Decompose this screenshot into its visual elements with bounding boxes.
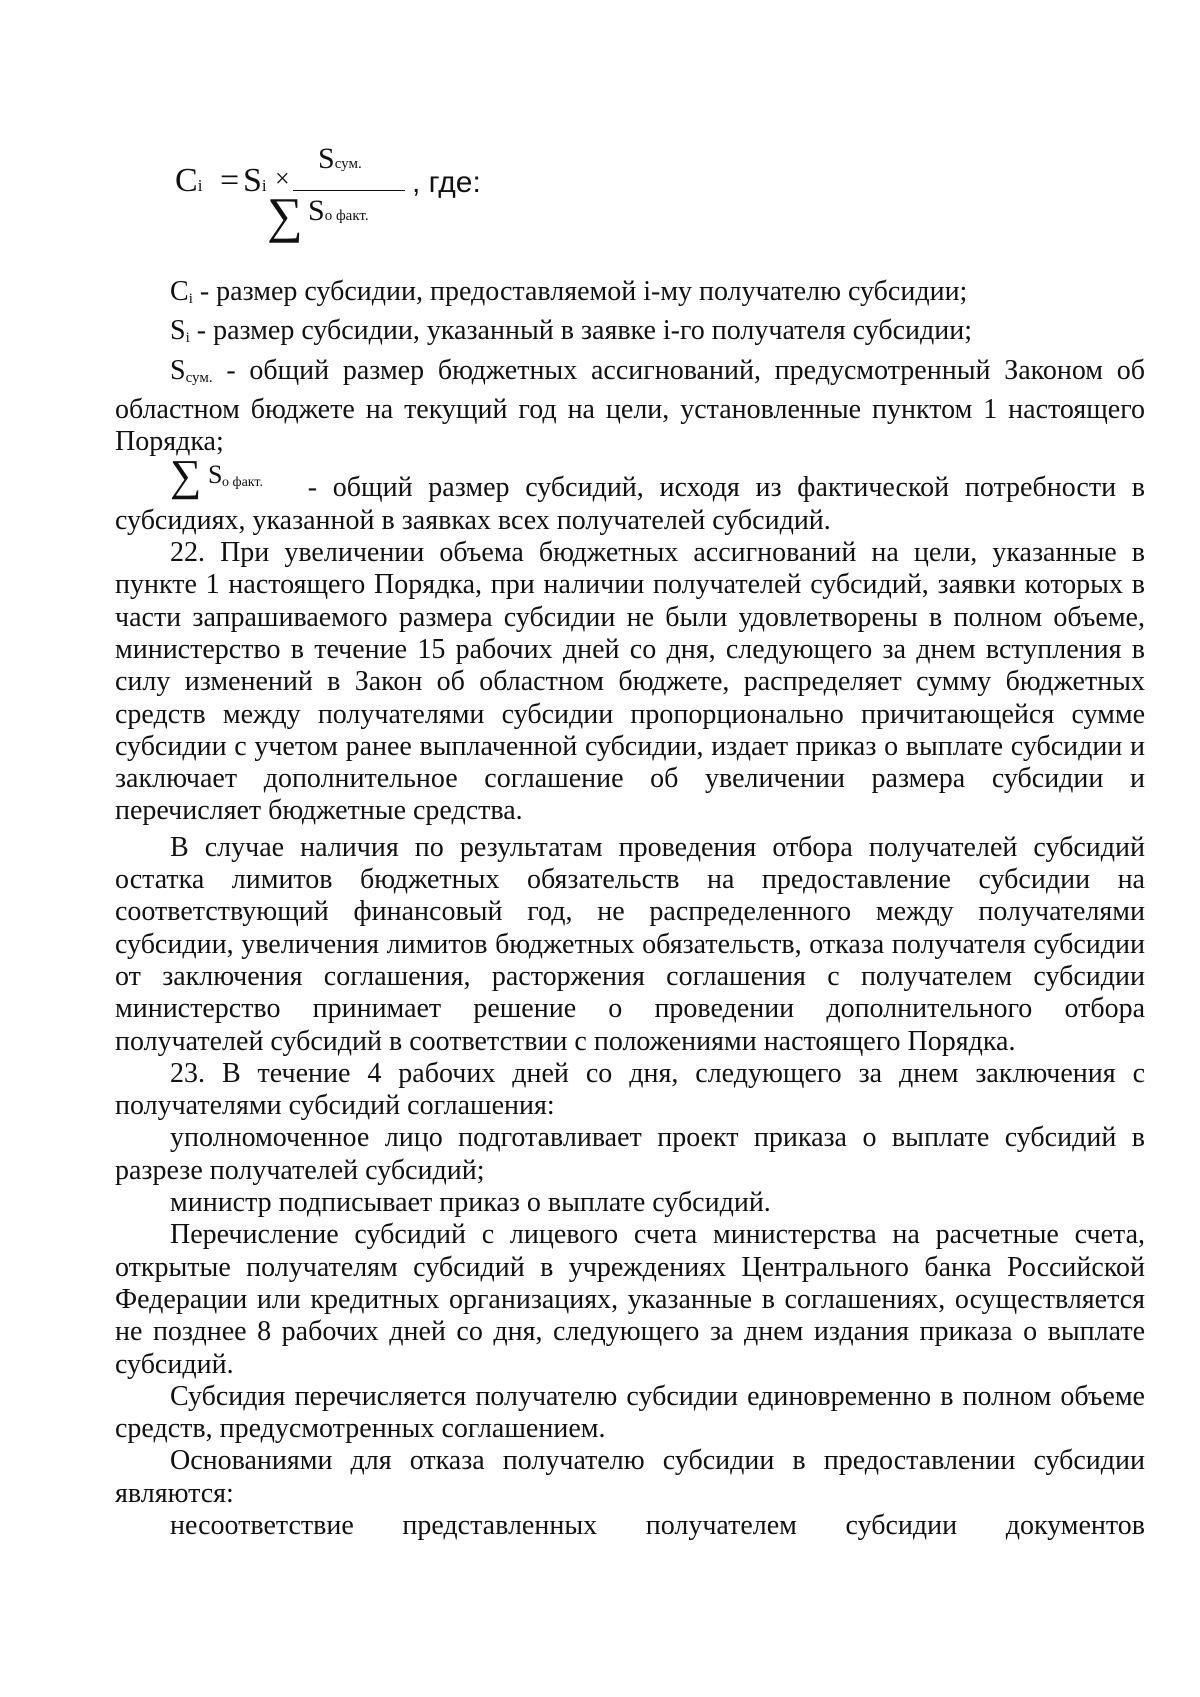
paragraph-transfer: Перечисление субсидий с лицевого счета министерства на расчетные счета, открытые получателям субсидий в учреждениях Центрального банка Российской Федерации или кредитных организациях, указанные в соглашениях, осуществляется не позднее 8 рабочих дней со дня, следующего за днем издания приказа о выплате субсидий. bbox=[115, 1219, 1145, 1380]
paragraph-23: 23. В течение 4 рабочих дней со дня, следующего за днем заключения с получателями субсидий соглашения: bbox=[115, 1057, 1145, 1122]
paragraph-nonconformity: несоответствие представленных получателем субсидии документов bbox=[170, 1509, 1145, 1541]
document-body bbox=[115, 276, 1145, 1542]
formula-sigma: ∑ bbox=[267, 187, 303, 243]
paragraph-order-draft: уполномоченное лицо подготавливает проект приказа о выплате субсидий в разрезе получателей субсидий; bbox=[115, 1122, 1145, 1186]
paragraph-refusal-grounds: Основаниями для отказа получателю субсидии в предоставлении субсидии являются: bbox=[115, 1445, 1145, 1509]
formula-si: Si bbox=[243, 162, 267, 199]
fraction-bar bbox=[293, 190, 405, 191]
formula-where: , где: bbox=[412, 166, 481, 199]
paragraph-minister-signs: министр подписывает приказ о выплате субсидий. bbox=[170, 1187, 771, 1219]
formula-equals: = bbox=[220, 162, 240, 199]
definition-si: Si - размер субсидии, указанный в заявке i-го получателя субсидии; bbox=[170, 315, 972, 347]
definition-ssum: Sсум. - общий размер бюджетных ассигнований, предусмотренный Законом об областном бюджете на текущий год на цели, установленные пунктом 1 настоящего Порядка; bbox=[115, 354, 1145, 458]
formula-times: × bbox=[275, 164, 290, 193]
paragraph-lump-sum: Субсидия перечисляется получателю субсидии единовременно в полном объеме средств, предусмотренных соглашением. bbox=[115, 1380, 1145, 1445]
sum-sfact-symbol: ∑ S о факт. bbox=[170, 451, 263, 501]
definition-ci: Ci - размер субсидии, предоставляемой i-му получателю субсидии; bbox=[170, 276, 968, 307]
definition-sum-sfact: ∑ S о факт. - общий размер субсидий, исходя из фактической потребности в субсидиях, указанной в заявках всех получателей субсидий. bbox=[115, 451, 1145, 536]
formula-lhs: Ci bbox=[175, 162, 203, 199]
formula-denominator: Sо факт. bbox=[308, 194, 369, 227]
paragraph-additional-selection: В случае наличия по результатам проведения отбора получателей субсидий остатка лимитов бюджетных обязательств на предоставление субсидии на соответствующий финансовый год, не распределенного между получателями субсидии, увеличения лимитов бюджетных обязательств, отказа получателя субсидии от заключения соглашения, расторжения соглашения с получателем субсидии министерство принимает решение о проведении дополнительного отбора получателей субсидий в соответствии с положениями настоящего Порядка. bbox=[115, 831, 1145, 1057]
paragraph-22: 22. При увеличении объема бюджетных ассигнований на цели, указанные в пункте 1 настоящего Порядка, при наличии получателей субсидий, заявки которых в части запрашиваемого размера субсидии не были удовлетворены в полном объеме, министерство в течение 15 рабочих дней со дня, следующего за днем вступления в силу изменений в Закон об областном бюджете, распределяет сумму бюджетных средств между получателями субсидии пропорционально причитающейся сумме субсидии с учетом ранее выплаченной субсидии, издает приказ о выплате субсидии и заключает дополнительное соглашение об увеличении размера субсидии и перечисляет бюджетные средства. bbox=[115, 537, 1145, 827]
formula-numerator: Sсум. bbox=[318, 142, 362, 175]
